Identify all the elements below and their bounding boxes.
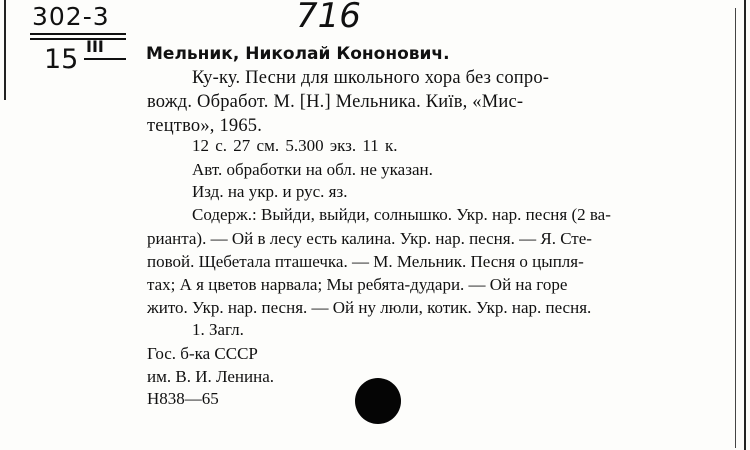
- title-line-2: вожд. Обработ. М. [Н.] Мельника. Київ, «Мис-: [147, 92, 524, 112]
- card-right-border: [744, 0, 746, 450]
- title-line-1: Ку-ку. Песни для школьного хора без сопро-: [192, 68, 550, 88]
- punch-hole: [355, 378, 401, 424]
- note-language: Изд. на укр. и рус. яз.: [192, 182, 348, 201]
- note-author: Авт. обработки на обл. не указан.: [192, 160, 433, 179]
- handwritten-pages-suffix: III: [86, 37, 104, 56]
- shelf-mark-underline: [30, 33, 126, 35]
- card-left-edge: [4, 0, 6, 100]
- physical-description: 12 с. 27 см. 5.300 экз. 11 к.: [192, 136, 398, 155]
- contents-line-4: тах; А я цветов нарвала; Мы ребята-дудари. — Ой на горе: [147, 275, 568, 294]
- pages-code-underline: [84, 58, 126, 60]
- author-heading: Мельник, Николай Кононович.: [146, 44, 450, 64]
- handwritten-shelf-mark: 302-3: [32, 2, 110, 31]
- card-right-edge: [735, 8, 736, 448]
- contents-line-2: рианта). — Ой в лесу есть калина. Укр. нар. песня. — Я. Сте-: [147, 229, 592, 248]
- contents-line-3: повой. Щебетала пташечка. — М. Мельник. Песня о цыпля-: [147, 252, 584, 271]
- library-line-2: им. В. И. Ленина.: [147, 367, 275, 386]
- library-line-1: Гос. б-ка СССР: [147, 344, 258, 363]
- title-line-3: тецтво», 1965.: [147, 116, 263, 136]
- contents-line-1: Содерж.: Выйди, выйди, солнышко. Укр. нар. песня (2 ва-: [192, 205, 611, 224]
- shelf-mark-underline-2: [30, 38, 126, 40]
- handwritten-id-number: 716: [296, 0, 361, 36]
- contents-line-5: жито. Укр. нар. песня. — Ой ну люли, котик. Укр. нар. песня.: [147, 298, 592, 317]
- handwritten-pages-code: 15: [44, 44, 79, 75]
- catalog-number: Н838—65: [147, 389, 219, 408]
- subject-heading: 1. Загл.: [192, 320, 244, 339]
